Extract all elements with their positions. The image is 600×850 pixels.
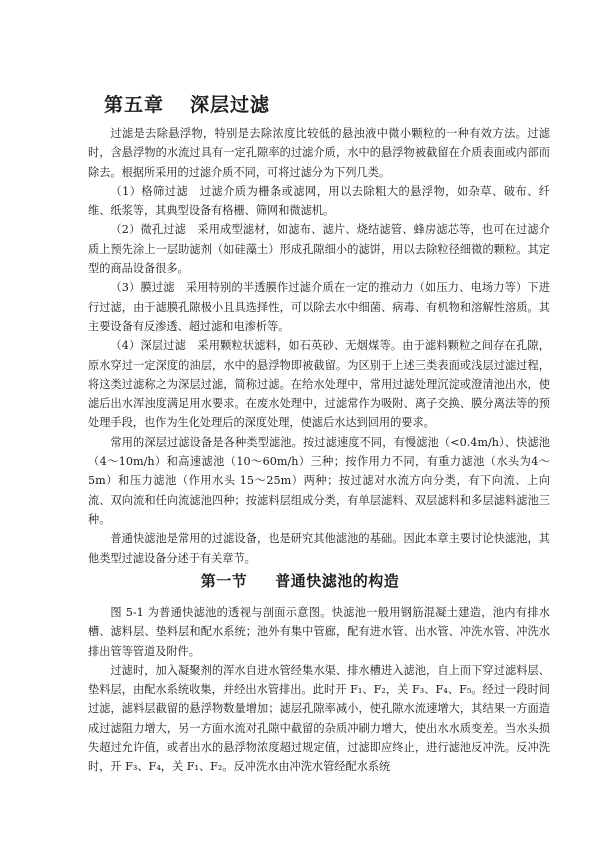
chapter-name: 深层过滤 <box>190 94 271 116</box>
chapter-number: 第五章 <box>104 94 165 116</box>
paragraph-microporous-filtration: （2）微孔过滤 采用成型滤材，如滤布、滤片、烧结滤管、蜂房滤芯等，也可在过滤介质上预先涂上一层助滤剂（如硅藻土）形成孔隙细小的滤饼，用以去除粒径细微的颗粒。其定型的商品设备很多。 <box>88 223 550 276</box>
chapter-title <box>104 90 270 117</box>
paragraph-filtration-process: 过滤时，加入凝聚剂的浑水自进水管经集水渠、排水槽进入滤池，自上而下穿过滤料层、垫料层，由配水系统收集，并经出水管排出。此时开 F₁、F₂，关 F₃、F₄、F₅。经过一段时间过滤，滤料层截留的悬浮物数量增加；滤层孔隙率减小，使孔隙水流速增大，其结果一方面造成过滤阻力增大，另一方面水流对孔隙中截留的杂质冲刷力增大，使出水水质变差。当水头损失超过允许值，或者出水的悬浮物浓度超过规定值，过滤即应终止，进行滤池反冲洗。反冲洗时，开 F₃、F₄，关 F₁、F₂。反冲洗水由冲洗水管经配水系统 <box>88 663 550 774</box>
intro-text <box>88 124 550 568</box>
paragraph-filter-types: 常用的深层过滤设备是各种类型滤池。按过滤速度不同，有慢滤池（<0.4m/h）、快滤池（4～10m/h）和高速滤池（10～60m/h）三种；按作用力不同，有重力滤池（水头为4～5m）和压力滤池（作用水头 15～25m）两种；按过滤对水流方向分类，有下向流、上向流、双向流和任向流滤池四种；按滤料层组成分类，有单层滤料、双层滤料和多层滤料滤池三种。 <box>88 435 550 526</box>
paragraph-chapter-scope: 普通快滤池是常用的过滤设备，也是研究其他滤池的基础。因此本章主要讨论快滤池，其他类型过滤设备分述于有关章节。 <box>88 532 550 565</box>
paragraph-figure-description: 图 5-1 为普通快滤池的透视与剖面示意图。快滤池一般用钢筋混凝土建造，池内有排水槽、滤料层、垫料层和配水系统；池外有集中管廊，配有进水管、出水管、冲洗水管、冲洗水排出管等管道及附件。 <box>88 606 550 658</box>
paragraph-depth-filtration: （4）深层过滤 采用颗粒状滤料，如石英砂、无烟煤等。由于滤料颗粒之间存在孔隙，原水穿过一定深度的油层，水中的悬浮物即被截留。为区别于上述三类表面或浅层过滤过程，将这类过滤称之为深层过滤，简称过滤。在给水处理中，常用过滤处理沉淀或澄清池出水，使滤后出水浑浊度满足用水要求。在废水处理中，过滤常作为吸附、离子交换、膜分离法等的预处理手段，也作为生化处理后的深度处理，使滤后水达到回用的要求。 <box>88 339 550 430</box>
section-text <box>88 603 550 777</box>
section-title <box>0 570 600 591</box>
section-number: 第一节 <box>200 572 248 590</box>
section-name: 普通快滤池的构造 <box>275 572 400 590</box>
paragraph-screen-filtration: （1）格筛过滤 过滤介质为栅条或滤网，用以去除粗大的悬浮物，如杂草、破布、纤维、纸浆等，其典型设备有格栅、筛网和微滤机。 <box>88 184 550 218</box>
paragraph: 过滤是去除悬浮物，特别是去除浓度比较低的悬浊液中微小颗粒的一种有效方法。过滤时，含悬浮物的水流过具有一定孔隙率的过滤介质，水中的悬浮物被截留在介质表面或内部而除去。根据所采用的过滤介质不同，可将过滤分为下列几类。 <box>88 127 550 179</box>
paragraph-membrane-filtration: （3）膜过滤 采用特别的半透膜作过滤介质在一定的推动力（如压力、电场力等）下进行过滤，由于滤膜孔隙极小且具选择性，可以除去水中细菌、病毒、有机物和溶解性溶质。其主要设备有反渗透、超过滤和电渗析等。 <box>88 281 550 333</box>
